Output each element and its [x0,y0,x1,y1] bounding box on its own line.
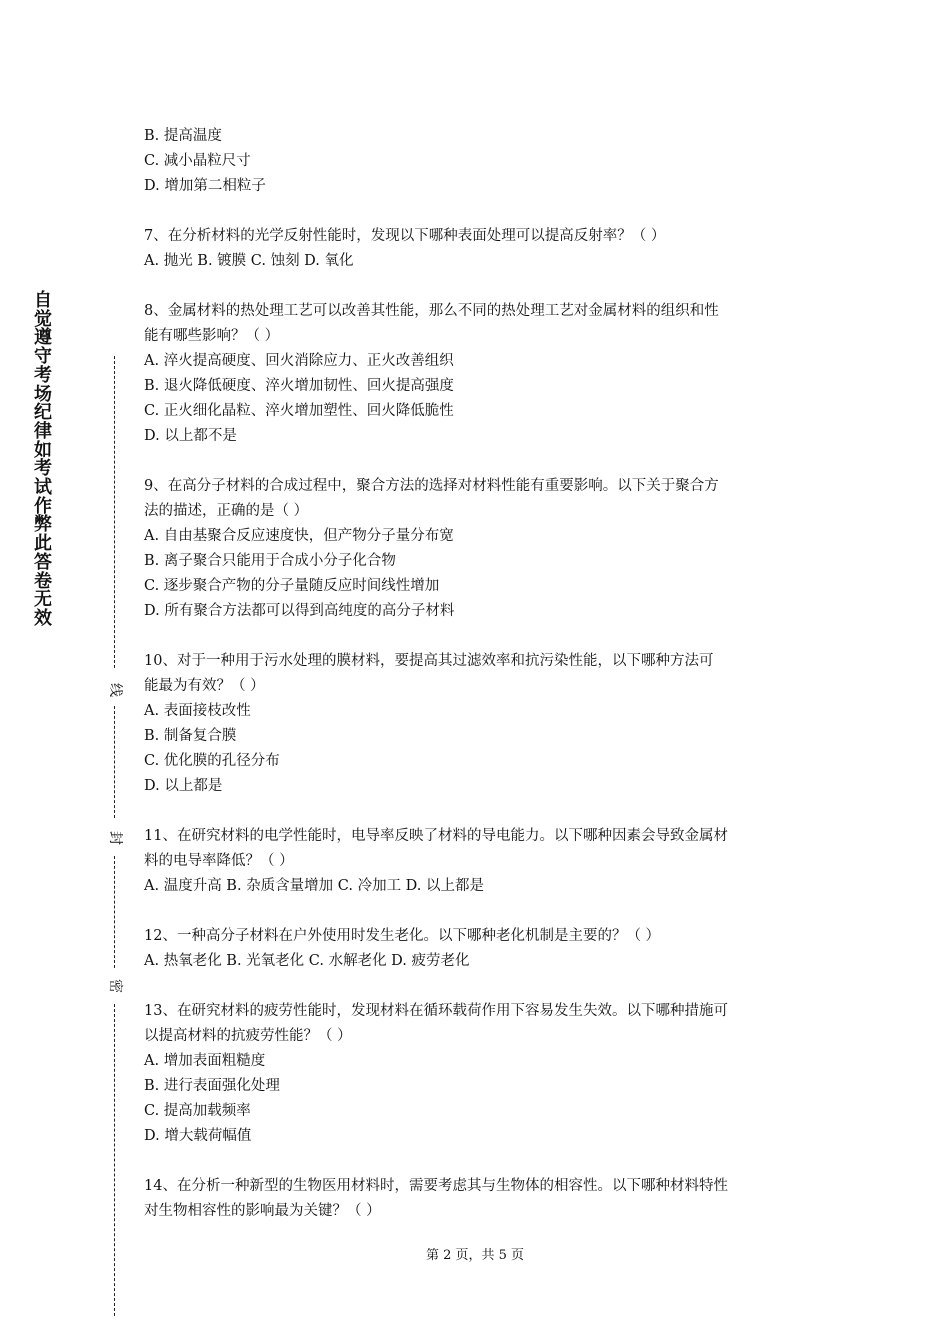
question-block [144,224,810,274]
option-line: A. 温度升高 B. 杂质含量增加 C. 冷加工 D. 以上都是 [144,878,485,894]
question-block [144,824,810,899]
question-gap [144,1149,810,1174]
warning-char: 作 [34,495,52,517]
warning-char: 纪 [34,402,52,424]
question-list [144,199,810,1224]
warning-char: 试 [34,477,52,499]
warning-char: 考 [34,458,52,480]
exam-discipline-warning [32,292,54,629]
question-gap [144,199,810,224]
warning-char: 效 [34,607,52,629]
question-block [144,299,810,449]
question-stem-line: 14、在分析一种新型的生物医用材料时，需要考虑其与生物体的相容性。以下哪种材料特性 [144,1178,728,1194]
page-number: 第 2 页，共 5 页 [425,1248,525,1263]
option-line: C. 优化膜的孔径分布 [144,753,280,769]
question-block [144,649,810,799]
option-line: B. 制备复合膜 [144,728,237,744]
question-gap [144,899,810,924]
option-line: A. 抛光 B. 镀膜 C. 蚀刻 D. 氧化 [144,253,354,269]
question-stem-line: 以提高材料的抗疲劳性能？（ ） [144,1028,352,1044]
warning-char: 自 [34,290,52,311]
cut-label-seal: 封 [107,831,123,845]
warning-char: 守 [34,346,52,368]
cut-line-segment [114,706,115,818]
question-content [144,124,810,1224]
option-line: C. 减小晶粒尺寸 [144,153,251,169]
question-stem-line: 12、一种高分子材料在户外使用时发生老化。以下哪种老化机制是主要的？（ ） [144,928,661,944]
question-stem-line: 9、在高分子材料的合成过程中，聚合方法的选择对材料性能有重要影响。以下关于聚合方 [144,478,719,494]
option-line: D. 以上都不是 [144,428,237,444]
warning-char: 律 [34,420,52,442]
option-line: A. 淬火提高硬度、回火消除应力、正火改善组织 [144,353,454,369]
question-stem-line: 8、金属材料的热处理工艺可以改善其性能，那么不同的热处理工艺对金属材料的组织和性 [144,303,719,319]
option-line: C. 提高加载频率 [144,1103,251,1119]
warning-char: 场 [34,383,52,405]
question-gap [144,449,810,474]
option-line: C. 逐步聚合产物的分子量随反应时间线性增加 [144,578,440,594]
question-stem-line: 料的电导率降低？（ ） [144,853,294,869]
cut-line-segment [114,356,115,668]
option-line: A. 表面接枝改性 [144,703,251,719]
warning-char: 考 [34,364,52,386]
warning-char: 如 [34,439,52,461]
cut-line-segment [114,1004,115,1316]
option-line: B. 离子聚合只能用于合成小分子化合物 [144,553,396,569]
question-stem-line: 13、在研究材料的疲劳性能时，发现材料在循环载荷作用下容易发生失效。以下哪种措施可 [144,1003,728,1019]
option-line: D. 以上都是 [144,778,223,794]
warning-char: 弊 [34,514,52,536]
warning-char: 无 [34,589,52,611]
question-gap [144,274,810,299]
option-line: B. 进行表面强化处理 [144,1078,280,1094]
question-stem-line: 10、对于一种用于污水处理的膜材料，要提高其过滤效率和抗污染性能，以下哪种方法可 [144,653,714,669]
warning-char: 卷 [34,570,52,592]
option-line: A. 热氧老化 B. 光氧老化 C. 水解老化 D. 疲劳老化 [144,953,470,969]
option-line: D. 所有聚合方法都可以得到高纯度的高分子材料 [144,603,455,619]
continued-options [144,124,810,199]
option-line: B. 提高温度 [144,128,222,144]
warning-char: 觉 [34,308,52,330]
cut-label-secret: 密 [107,979,123,993]
question-stem-line: 7、在分析材料的光学反射性能时，发现以下哪种表面处理可以提高反射率？（ ） [144,228,666,244]
question-gap [144,799,810,824]
option-line: D. 增大载荷幅值 [144,1128,252,1144]
question-stem-line: 对生物相容性的影响最为关键？（ ） [144,1203,381,1219]
option-line: C. 正火细化晶粒、淬火增加塑性、回火降低脆性 [144,403,454,419]
question-block [144,1174,810,1224]
question-stem-line: 能最为有效？（ ） [144,678,265,694]
question-block [144,924,810,974]
option-line: D. 增加第二相粒子 [144,178,266,194]
question-block [144,474,810,624]
question-gap [144,974,810,999]
option-line: B. 退火降低硬度、淬火增加韧性、回火提高强度 [144,378,454,394]
warning-char: 答 [34,551,52,573]
question-stem-line: 法的描述，正确的是（ ） [144,503,309,519]
warning-char: 遵 [34,327,52,349]
question-block [144,999,810,1149]
option-line: A. 增加表面粗糙度 [144,1053,266,1069]
option-line: A. 自由基聚合反应速度快，但产物分子量分布宽 [144,528,454,544]
warning-char: 此 [34,533,52,555]
question-stem-line: 能有哪些影响？（ ） [144,328,280,344]
cut-line-segment [114,856,115,968]
question-gap [144,624,810,649]
cut-label-line: 线 [107,683,123,697]
question-stem-line: 11、在研究材料的电学性能时，电导率反映了材料的导电能力。以下哪种因素会导致金属材 [144,828,728,844]
